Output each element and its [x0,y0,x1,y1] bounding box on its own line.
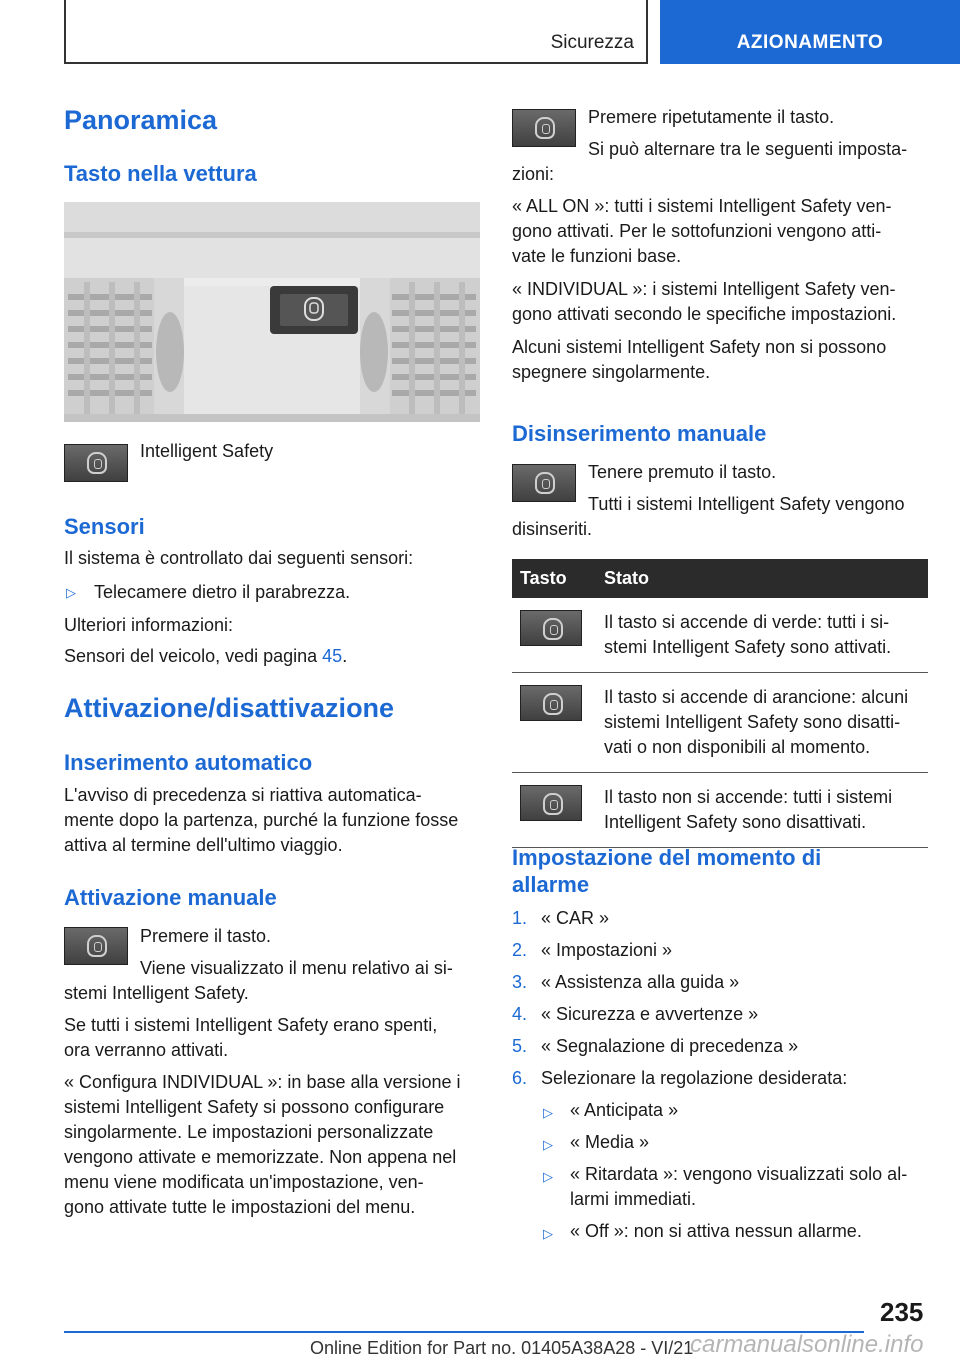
step-text: « Impostazioni » [541,940,673,960]
configura-line-6: gono attivate tutte le impostazioni del menu. [64,1197,416,1217]
car-console-photo [64,202,480,422]
ripetuta-line-2: Si può alternare tra le seguenti imposta- [588,139,908,159]
heading-disinserimento-manuale: Disinserimento manuale [512,421,767,446]
heading-attivazione: Attivazione/disattivazione [64,693,395,723]
car-console-illustration [64,202,480,422]
option-anticipata: « Anticipata » [570,1100,679,1120]
table-header-stato: Stato [596,559,928,598]
table-row [512,673,928,773]
step-number: 5. [512,1036,528,1056]
configura-line-2: sistemi Intelligent Safety si possono configurare [64,1097,445,1117]
intelligent-safety-button-image [512,109,576,147]
configura-line-1: « Configura INDIVIDUAL »: in base alla versione i [64,1072,461,1092]
status-line: Il tasto si accende di verde: tutti i si- [604,612,890,632]
header-chapter-title: AZIONAMENTO [736,32,884,53]
step-number: 1. [512,908,528,928]
intelligent-safety-icon [543,793,563,815]
ripetuta-line-1: Premere ripetutamente il tasto. [588,107,835,127]
manuale-line-2: Viene visualizzato il menu relativo ai si- [140,958,453,978]
table-cell-status [596,673,928,773]
bullet-triangle-icon: ▷ [543,1226,553,1241]
table-cell-status [596,773,928,848]
intelligent-safety-button-image [64,444,128,482]
option-off: « Off »: non si attiva nessun allarme. [570,1221,862,1241]
individual-line-2: gono attivati secondo le specifiche impostazioni. [512,304,897,324]
table-cell-button [512,673,596,773]
step-text: « Sicurezza e avvertenze » [541,1004,759,1024]
step-text: « Assistenza alla guida » [541,972,740,992]
manuale-line-5: ora verranno attivati. [64,1040,229,1060]
page-link-45[interactable]: 45 [322,646,343,666]
intelligent-safety-icon [543,693,563,715]
table-cell-status [596,598,928,673]
footer-edition: Online Edition for Part no. 01405A38A28 - VI/21 [310,1338,694,1358]
intelligent-safety-icon [543,618,563,640]
table-row [512,773,928,848]
heading-inserimento-automatico: Inserimento automatico [64,750,313,775]
manuale-line-3: stemi Intelligent Safety. [64,983,249,1003]
header-section-title: Sicurezza [550,32,634,53]
bullet-triangle-icon: ▷ [543,1105,553,1120]
table-cell-button [512,773,596,848]
sensori-item: Telecamere dietro il parabrezza. [94,582,351,602]
table-cell-button [512,598,596,673]
intelligent-safety-button-image [512,464,576,502]
status-line: Il tasto non si accende: tutti i sistemi [604,787,893,807]
option-media: « Media » [570,1132,650,1152]
status-line: sistemi Intelligent Safety sono disatti- [604,712,901,732]
manuale-line-1: Premere il tasto. [140,926,272,946]
manuale-line-4: Se tutti i sistemi Intelligent Safety erano spenti, [64,1015,438,1035]
watermark: carmanualsonline.info [690,1331,924,1358]
intelligent-safety-button-image [520,610,582,646]
disinserimento-line-3: disinseriti. [512,519,593,539]
button-status-table [512,559,928,848]
sensori-ref-suffix: . [342,646,348,666]
heading-sensori: Sensori [64,514,145,539]
bullet-triangle-icon: ▷ [543,1137,553,1152]
step-number: 2. [512,940,528,960]
sensori-intro: Il sistema è controllato dai seguenti sensori: [64,548,414,568]
intelligent-safety-button-image [520,785,582,821]
table-row [512,598,928,673]
status-line: Il tasto si accende di arancione: alcuni [604,687,909,707]
allon-line-2: gono attivati. Per le sottofunzioni vengono atti- [512,221,882,241]
disinserimento-line-2: Tutti i sistemi Intelligent Safety vengono [588,494,905,514]
option-ritardata-line-1: « Ritardata »: vengono visualizzati solo al- [570,1164,908,1184]
header-section-box [64,0,648,64]
table-header-row [512,559,928,598]
option-ritardata-line-2: larmi immediati. [570,1189,697,1209]
step-number: 6. [512,1068,528,1088]
sensori-ref-text: Sensori del veicolo, vedi pagina [64,646,323,666]
heading-impostazione-line-2: allarme [512,872,590,897]
step-text: « CAR » [541,908,610,928]
heading-panoramica: Panoramica [64,105,218,135]
bullet-triangle-icon: ▷ [66,585,76,600]
individual-line-1: « INDIVIDUAL »: i sistemi Intelligent Safety ven- [512,279,896,299]
alcuni-line-1: Alcuni sistemi Intelligent Safety non si possono [512,337,887,357]
heading-impostazione-line-1: Impostazione del momento di [512,845,822,870]
allon-line-1: « ALL ON »: tutti i sistemi Intelligent Safety ven- [512,196,892,216]
status-line: Intelligent Safety sono disattivati. [604,812,867,832]
sensori-reference [64,644,347,669]
ripetuta-line-3: zioni: [512,164,555,184]
inserimento-line-2: mente dopo la partenza, purché la funzione fosse [64,810,459,830]
status-line: stemi Intelligent Safety sono attivati. [604,637,892,657]
step-text: Selezionare la regolazione desiderata: [541,1068,848,1088]
bullet-triangle-icon: ▷ [543,1169,553,1184]
heading-attivazione-manuale: Attivazione manuale [64,885,277,910]
intelligent-safety-icon [87,452,107,474]
status-line: vati o non disponibili al momento. [604,737,871,757]
intelligent-safety-icon [535,472,555,494]
intelligent-safety-icon [535,117,555,139]
disinserimento-line-1: Tenere premuto il tasto. [588,462,777,482]
ulteriori-informazioni: Ulteriori informazioni: [64,615,234,635]
step-text: « Segnalazione di precedenza » [541,1036,799,1056]
heading-tasto-vettura: Tasto nella vettura [64,161,257,186]
inserimento-line-3: attiva al termine dell'ultimo viaggio. [64,835,343,855]
intelligent-safety-button-image [64,927,128,965]
page-number: 235 [880,1297,924,1327]
configura-line-5: menu viene modificata un'impostazione, ven- [64,1172,424,1192]
allon-line-3: vate le funzioni base. [512,246,682,266]
inserimento-line-1: L'avviso di precedenza si riattiva automatica- [64,785,422,805]
step-number: 4. [512,1004,528,1024]
button-label: Intelligent Safety [140,441,274,461]
alcuni-line-2: spegnere singolarmente. [512,362,711,382]
step-number: 3. [512,972,528,992]
intelligent-safety-button-image [520,685,582,721]
intelligent-safety-icon [87,935,107,957]
header-chapter-tab[interactable] [660,0,960,64]
table-header-tasto: Tasto [512,559,596,598]
configura-line-4: vengono attivate e memorizzate. Non appena nel [64,1147,457,1167]
configura-line-3: singolarmente. Le impostazioni personalizzate [64,1122,434,1142]
